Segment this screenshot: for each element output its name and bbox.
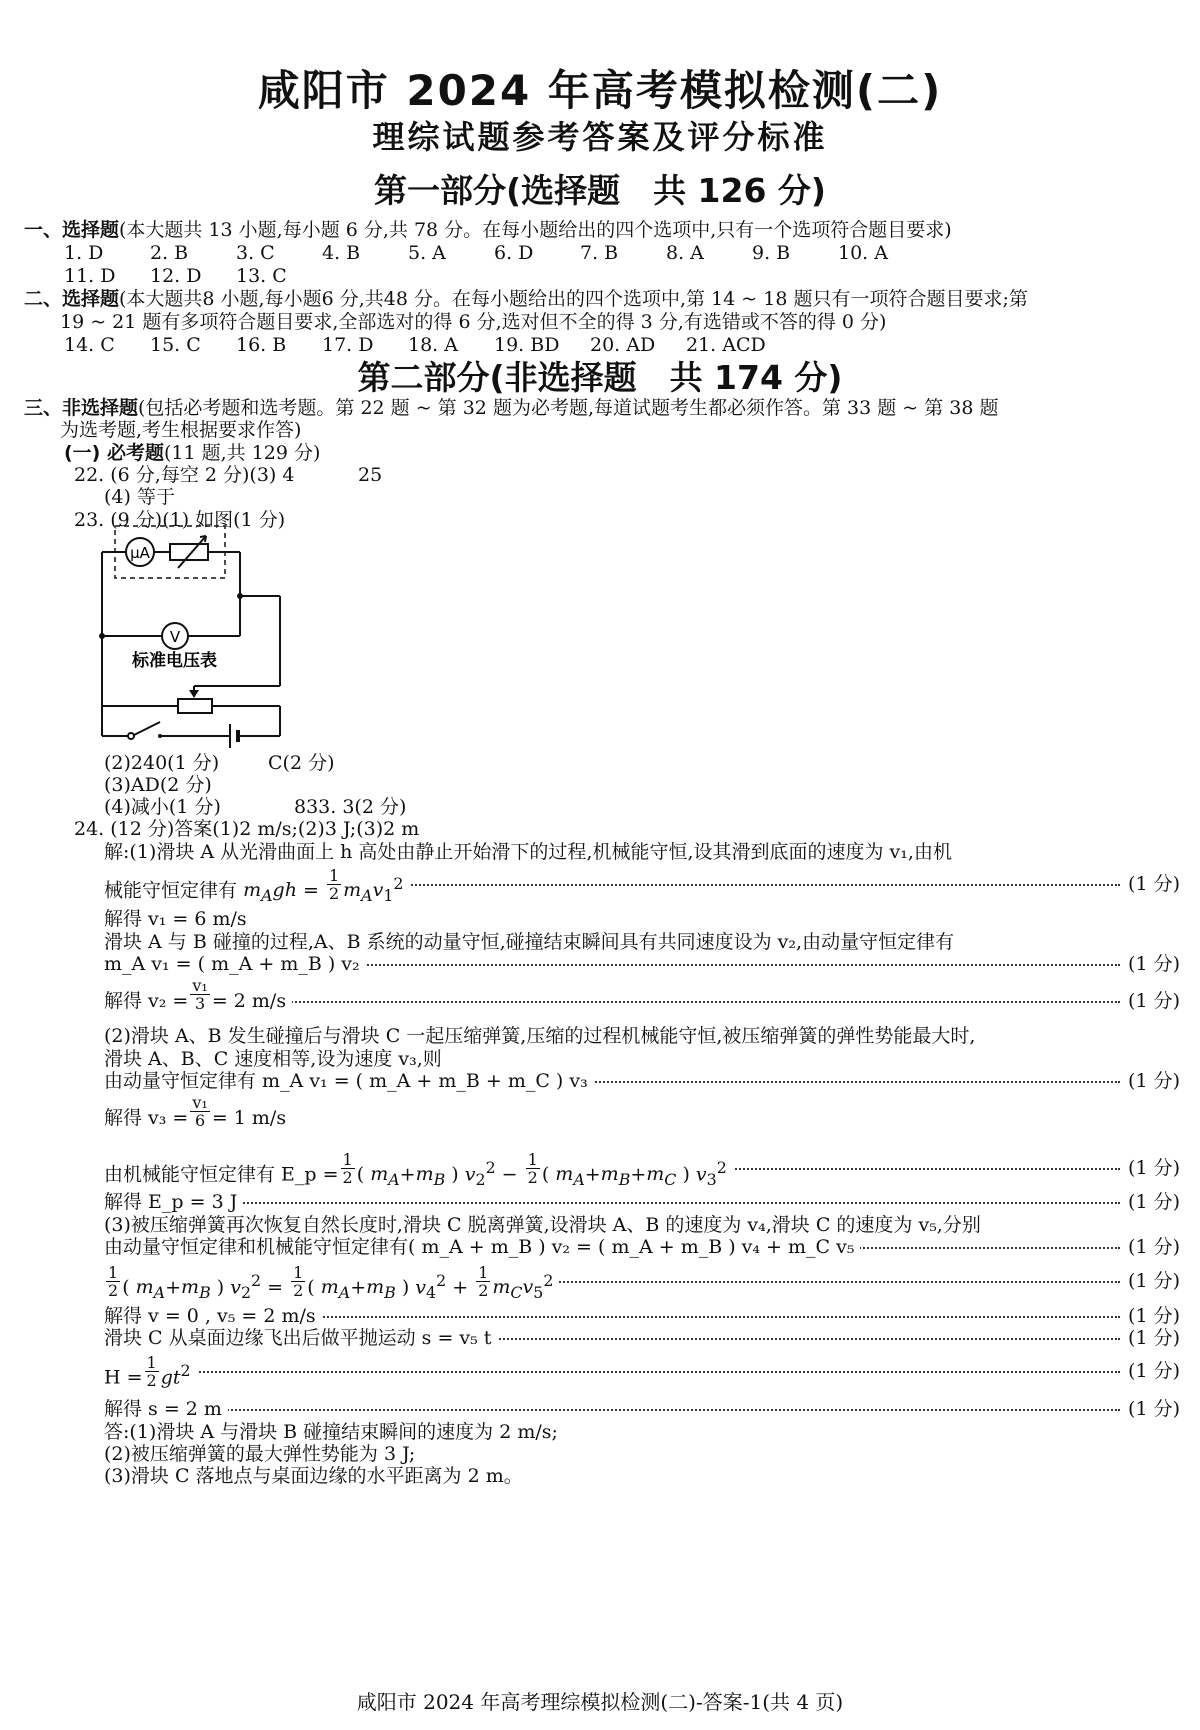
answer-item: 14. C (64, 334, 115, 356)
answer-item: 11. D (64, 265, 116, 287)
answer-item: 1. D (64, 242, 104, 264)
answer-item: 17. D (322, 334, 374, 356)
answer-item: 5. A (408, 242, 446, 264)
answer-item: 6. D (494, 242, 534, 264)
q23-part2b: C(2 分) (268, 752, 335, 774)
answer-item: 8. A (666, 242, 704, 264)
answer-item: 2. B (150, 242, 189, 264)
answer-item: 20. AD (590, 334, 656, 356)
sec2-heading (24, 288, 1028, 310)
answer-item: 13. C (236, 265, 287, 287)
answer-item: 10. A (838, 242, 888, 264)
q23-line1: 23. (9 分)(1) 如图(1 分) (74, 509, 286, 531)
q24-answer1: 答:(1)滑块 A 与滑块 B 碰撞结束瞬间的速度为 2 m/s; (104, 1421, 558, 1443)
voltmeter-caption: 标准电压表 (132, 651, 217, 671)
answer-item: 12. D (150, 265, 202, 287)
answer-item: 9. B (752, 242, 791, 264)
sec2-desc-cont: 19 ~ 21 题有多项符合题目要求,全部选对的得 6 分,选对但不全的得 3 分,有选错或不答的得 0 分) (60, 311, 887, 333)
part1-title: 第一部分(选择题 共 126 分) (373, 171, 827, 210)
q24-v1: 解得 v₁ = 6 m/s (104, 908, 247, 930)
sec3-desc-cont: 为选考题,考生根据要求作答) (60, 419, 302, 441)
required-note: (11 题,共 129 分) (163, 442, 321, 464)
sec3-desc: (包括必考题和选考题。第 22 题 ~ 第 32 题为必考题,每道试题考生都必须作答。第 33 题 ~ 第 38 题 (138, 397, 999, 419)
sec1-answers-row1 (64, 242, 924, 264)
q24-line4: 滑块 A 与 B 碰撞的过程,A、B 系统的动量守恒,碰撞结束瞬间具有共同速度设为 v₂,由动量守恒定律有 (104, 931, 955, 953)
answer-item: 4. B (322, 242, 361, 264)
q22-answer2: 25 (358, 464, 383, 486)
answer-item: 18. A (408, 334, 458, 356)
sec2-desc: (本大题共8 小题,每小题6 分,共48 分。在每小题给出的四个选项中,第 14 ~ 18 题只有一项符合题目要求;第 (119, 288, 1028, 310)
q24-line7: (2)滑块 A、B 发生碰撞后与滑块 C 一起压缩弹簧,压缩的过程机械能守恒,被压缩弹簧的弹性势能最大时, (104, 1025, 976, 1047)
q23-part3: (3)AD(2 分) (104, 774, 212, 796)
page-footer: 咸阳市 2024 年高考理综模拟检测(二)-答案-1(共 4 页) (356, 1690, 844, 1714)
page-title: 咸阳市 2024 年高考模拟检测(二) (257, 66, 943, 115)
sec2-label: 二、选择题 (24, 288, 120, 310)
required-heading (64, 442, 320, 464)
q24-answer2: (2)被压缩弹簧的最大弹性势能为 3 J; (104, 1443, 416, 1465)
q23-part4a: (4)减小(1 分) (104, 796, 221, 818)
voltmeter-symbol: V (169, 628, 181, 646)
q24-v3: 解得 v₃ = $\frac{\text{v₁}}{6}$ = 1 m/s (104, 1092, 287, 1130)
q24-line1: 解:(1)滑块 A 从光滑曲面上 h 高处由静止开始滑下的过程,机械能守恒,设其滑到底面的速度为 v₁,由机 (104, 841, 952, 863)
microammeter-label: μA (130, 544, 150, 562)
required-label: (一) 必考题 (64, 442, 164, 464)
sec3-label: 三、非选择题 (24, 397, 139, 419)
q22-line2: (4) 等于 (104, 486, 175, 508)
q24-header: 24. (12 分)答案(1)2 m/s;(2)3 J;(3)2 m (74, 818, 420, 840)
part2-title: 第二部分(非选择题 共 174 分) (357, 358, 843, 397)
sec1-label: 一、选择题 (24, 219, 120, 241)
q22-line1: 22. (6 分,每空 2 分)(3) 4 (74, 464, 295, 486)
answer-item: 15. C (150, 334, 201, 356)
answer-item: 19. BD (494, 334, 560, 356)
sec1-heading (24, 219, 952, 241)
answer-item: 21. ACD (686, 334, 766, 356)
q23-part2a: (2)240(1 分) (104, 752, 220, 774)
q24-answer3: (3)滑块 C 落地点与桌面边缘的水平距离为 2 m。 (104, 1465, 523, 1487)
answer-item: 7. B (580, 242, 619, 264)
q23-part4b: 833. 3(2 分) (294, 796, 407, 818)
circuit-diagram (90, 524, 300, 756)
sec1-desc: (本大题共 13 小题,每小题 6 分,共 78 分。在每小题给出的四个选项中,只有一个选项符合题目要求) (119, 219, 952, 241)
sec1-answers-row2 (64, 265, 322, 287)
answer-item: 3. C (236, 242, 275, 264)
q24-line8: 滑块 A、B、C 速度相等,设为速度 v₃,则 (104, 1048, 442, 1070)
sec3-heading (24, 397, 999, 419)
answer-item: 16. B (236, 334, 287, 356)
q24-line13: (3)被压缩弹簧再次恢复自然长度时,滑块 C 脱离弹簧,设滑块 A、B 的速度为 v₄,滑块 C 的速度为 v₅,分别 (104, 1214, 981, 1236)
page-subtitle: 理综试题参考答案及评分标准 (372, 118, 828, 156)
